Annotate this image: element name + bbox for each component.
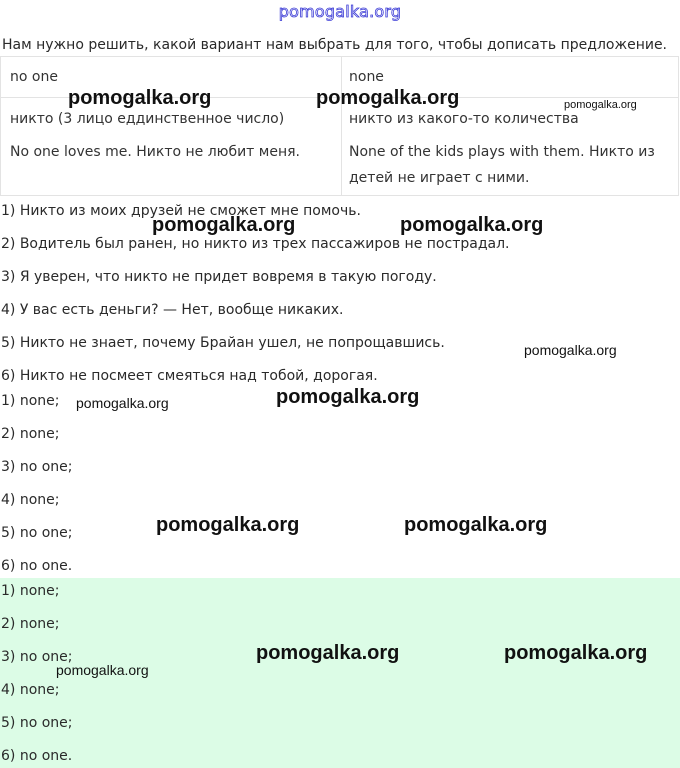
- table-header-no-one: no one: [10, 69, 58, 85]
- answer-1: 1) none;: [1, 393, 60, 409]
- watermark: pomogalka.org: [276, 386, 420, 408]
- table-header-none: none: [349, 69, 384, 85]
- highlighted-answer-3: 3) no one;: [1, 649, 73, 665]
- watermark: pomogalka.org: [564, 99, 637, 111]
- table-meaning-none: никто из какого-то количества: [349, 111, 579, 127]
- watermark: pomogalka.org: [404, 514, 548, 536]
- answer-4: 4) none;: [1, 492, 60, 508]
- answer-6: 6) no one.: [1, 558, 73, 574]
- watermark: pomogalka.org: [152, 214, 296, 236]
- sentence-3: 3) Я уверен, что никто не придет вовремя в такую погоду.: [1, 269, 437, 285]
- highlighted-answer-6: 6) no one.: [1, 748, 73, 764]
- sentence-1: 1) Никто из моих друзей не сможет мне помочь.: [1, 203, 361, 219]
- table-example-none-line1: None of the kids plays with them. Никто из: [349, 144, 655, 160]
- sentence-6: 6) Никто не посмеет смеяться над тобой, дорогая.: [1, 368, 378, 384]
- watermark: pomogalka.org: [524, 342, 617, 358]
- watermark: pomogalka.org: [68, 87, 212, 109]
- intro-text: Нам нужно решить, какой вариант нам выбрать для того, чтобы дописать предложение.: [2, 37, 668, 53]
- highlighted-answer-4: 4) none;: [1, 682, 60, 698]
- watermark: pomogalka.org: [256, 642, 400, 664]
- table-meaning-no-one: никто (3 лицо еддинственное число): [10, 111, 285, 127]
- watermark: pomogalka.org: [76, 395, 169, 411]
- highlighted-answer-1: 1) none;: [1, 583, 60, 599]
- site-logo[interactable]: pomogalka.org: [278, 2, 402, 21]
- watermark: pomogalka.org: [504, 642, 648, 664]
- answer-3: 3) no one;: [1, 459, 73, 475]
- comparison-table: [0, 56, 679, 196]
- answer-2: 2) none;: [1, 426, 60, 442]
- table-divider-vertical: [341, 57, 342, 195]
- watermark: pomogalka.org: [400, 214, 544, 236]
- sentence-5: 5) Никто не знает, почему Брайан ушел, не попрощавшись.: [1, 335, 445, 351]
- sentence-4: 4) У вас есть деньги? — Нет, вообще никаких.: [1, 302, 344, 318]
- table-example-no-one: No one loves me. Никто не любит меня.: [10, 144, 300, 160]
- watermark: pomogalka.org: [316, 87, 460, 109]
- highlighted-answer-5: 5) no one;: [1, 715, 73, 731]
- watermark: pomogalka.org: [156, 514, 300, 536]
- table-example-none-line2: детей не играет с ними.: [349, 170, 530, 186]
- watermark: pomogalka.org: [56, 662, 149, 678]
- sentence-2: 2) Водитель был ранен, но никто из трех пассажиров не пострадал.: [1, 236, 510, 252]
- answer-5: 5) no one;: [1, 525, 73, 541]
- highlighted-answer-2: 2) none;: [1, 616, 60, 632]
